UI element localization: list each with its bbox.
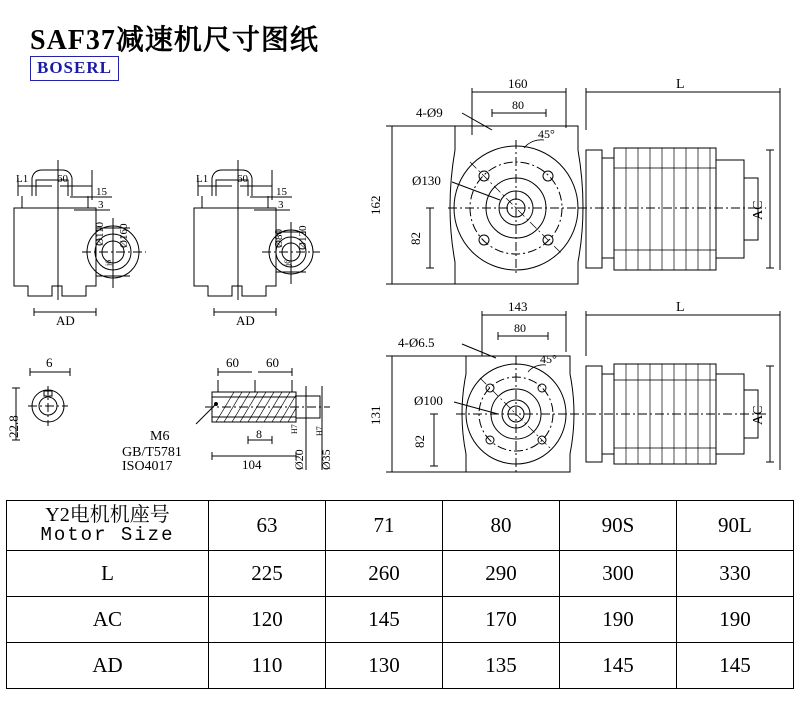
svg-text:45°: 45° xyxy=(540,352,557,366)
svg-text:3: 3 xyxy=(278,199,284,211)
bottom-assembly-view xyxy=(368,299,780,472)
svg-text:104: 104 xyxy=(242,457,262,472)
svg-text:Ø110: Ø110 xyxy=(94,221,106,246)
left-view-1 xyxy=(14,160,146,328)
specification-table xyxy=(6,500,794,689)
svg-text:AC: AC xyxy=(751,405,766,425)
svg-text:60: 60 xyxy=(226,355,239,370)
row-label-l: L xyxy=(7,551,209,597)
svg-text:160: 160 xyxy=(508,76,528,91)
cell-l-90s: 300 xyxy=(559,551,676,597)
svg-text:3: 3 xyxy=(98,199,104,211)
svg-text:AC: AC xyxy=(751,200,766,220)
top-assembly-view xyxy=(368,76,780,284)
svg-text:ISO4017: ISO4017 xyxy=(122,459,173,474)
svg-text:82: 82 xyxy=(412,435,427,448)
cell-ac-90s: 190 xyxy=(559,597,676,643)
svg-text:Ø120: Ø120 xyxy=(297,225,309,250)
table-row xyxy=(7,597,794,643)
svg-text:6: 6 xyxy=(46,355,53,370)
page-title: SAF37减速机尺寸图纸 xyxy=(30,25,319,56)
svg-text:60: 60 xyxy=(57,173,68,185)
svg-text:H7: H7 xyxy=(315,426,324,436)
svg-text:15: 15 xyxy=(276,186,287,198)
svg-text:Ø160: Ø160 xyxy=(118,223,130,248)
shaft-end-view xyxy=(6,355,70,440)
table-row xyxy=(7,643,794,689)
cell-ad-90s: 145 xyxy=(559,643,676,689)
svg-text:j6: j6 xyxy=(104,259,113,266)
svg-text:80: 80 xyxy=(512,98,524,112)
svg-text:L: L xyxy=(676,300,685,315)
cell-ad-63: 110 xyxy=(208,643,325,689)
brand-logo: BOSERL xyxy=(30,56,119,81)
cell-ad-80: 135 xyxy=(442,643,559,689)
svg-text:80: 80 xyxy=(514,321,526,335)
cell-ac-71: 145 xyxy=(325,597,442,643)
header-label-cn: Y2电机机座号 xyxy=(45,504,170,527)
column-header-2: 80 xyxy=(442,501,559,551)
svg-text:131: 131 xyxy=(368,405,383,425)
svg-text:M6: M6 xyxy=(150,429,170,444)
svg-text:L1: L1 xyxy=(16,173,29,185)
svg-text:j6: j6 xyxy=(283,259,292,266)
row-label-ad: AD xyxy=(7,643,209,689)
shaft-bolt-detail xyxy=(122,355,333,474)
table-header-row xyxy=(7,501,794,551)
header-motor-size xyxy=(7,501,209,551)
svg-text:L1: L1 xyxy=(196,173,209,185)
table-row xyxy=(7,551,794,597)
svg-text:GB/T5781: GB/T5781 xyxy=(122,445,182,460)
svg-text:Ø20: Ø20 xyxy=(292,449,306,470)
cell-l-71: 260 xyxy=(325,551,442,597)
svg-text:15: 15 xyxy=(96,186,107,198)
column-header-3: 90S xyxy=(559,501,676,551)
cell-l-80: 290 xyxy=(442,551,559,597)
header-label-en: Motor Size xyxy=(40,524,175,547)
svg-text:L: L xyxy=(676,77,685,92)
svg-text:Ø35: Ø35 xyxy=(319,449,333,470)
svg-text:162: 162 xyxy=(368,195,383,215)
cell-ac-80: 170 xyxy=(442,597,559,643)
svg-text:H7: H7 xyxy=(290,424,299,434)
svg-text:143: 143 xyxy=(508,299,528,314)
left-view-2 xyxy=(194,160,320,328)
cell-ad-90l: 145 xyxy=(676,643,793,689)
column-header-1: 71 xyxy=(325,501,442,551)
column-header-0: 63 xyxy=(208,501,325,551)
cell-l-63: 225 xyxy=(208,551,325,597)
row-label-ac: AC xyxy=(7,597,209,643)
svg-text:AD: AD xyxy=(56,313,75,328)
cell-l-90l: 330 xyxy=(676,551,793,597)
svg-text:82: 82 xyxy=(408,232,423,245)
svg-text:Ø130: Ø130 xyxy=(412,173,441,188)
svg-text:Ø80: Ø80 xyxy=(273,229,285,248)
svg-text:8: 8 xyxy=(256,427,262,441)
svg-text:AD: AD xyxy=(236,313,255,328)
svg-text:22.8: 22.8 xyxy=(6,415,21,438)
svg-text:4-Ø6.5: 4-Ø6.5 xyxy=(398,335,435,350)
cell-ac-63: 120 xyxy=(208,597,325,643)
cell-ad-71: 130 xyxy=(325,643,442,689)
column-header-4: 90L xyxy=(676,501,793,551)
svg-text:Ø100: Ø100 xyxy=(414,393,443,408)
svg-text:45°: 45° xyxy=(538,127,555,141)
svg-text:4-Ø9: 4-Ø9 xyxy=(416,105,443,120)
svg-text:60: 60 xyxy=(237,173,248,185)
svg-text:60: 60 xyxy=(266,355,279,370)
cell-ac-90l: 190 xyxy=(676,597,793,643)
